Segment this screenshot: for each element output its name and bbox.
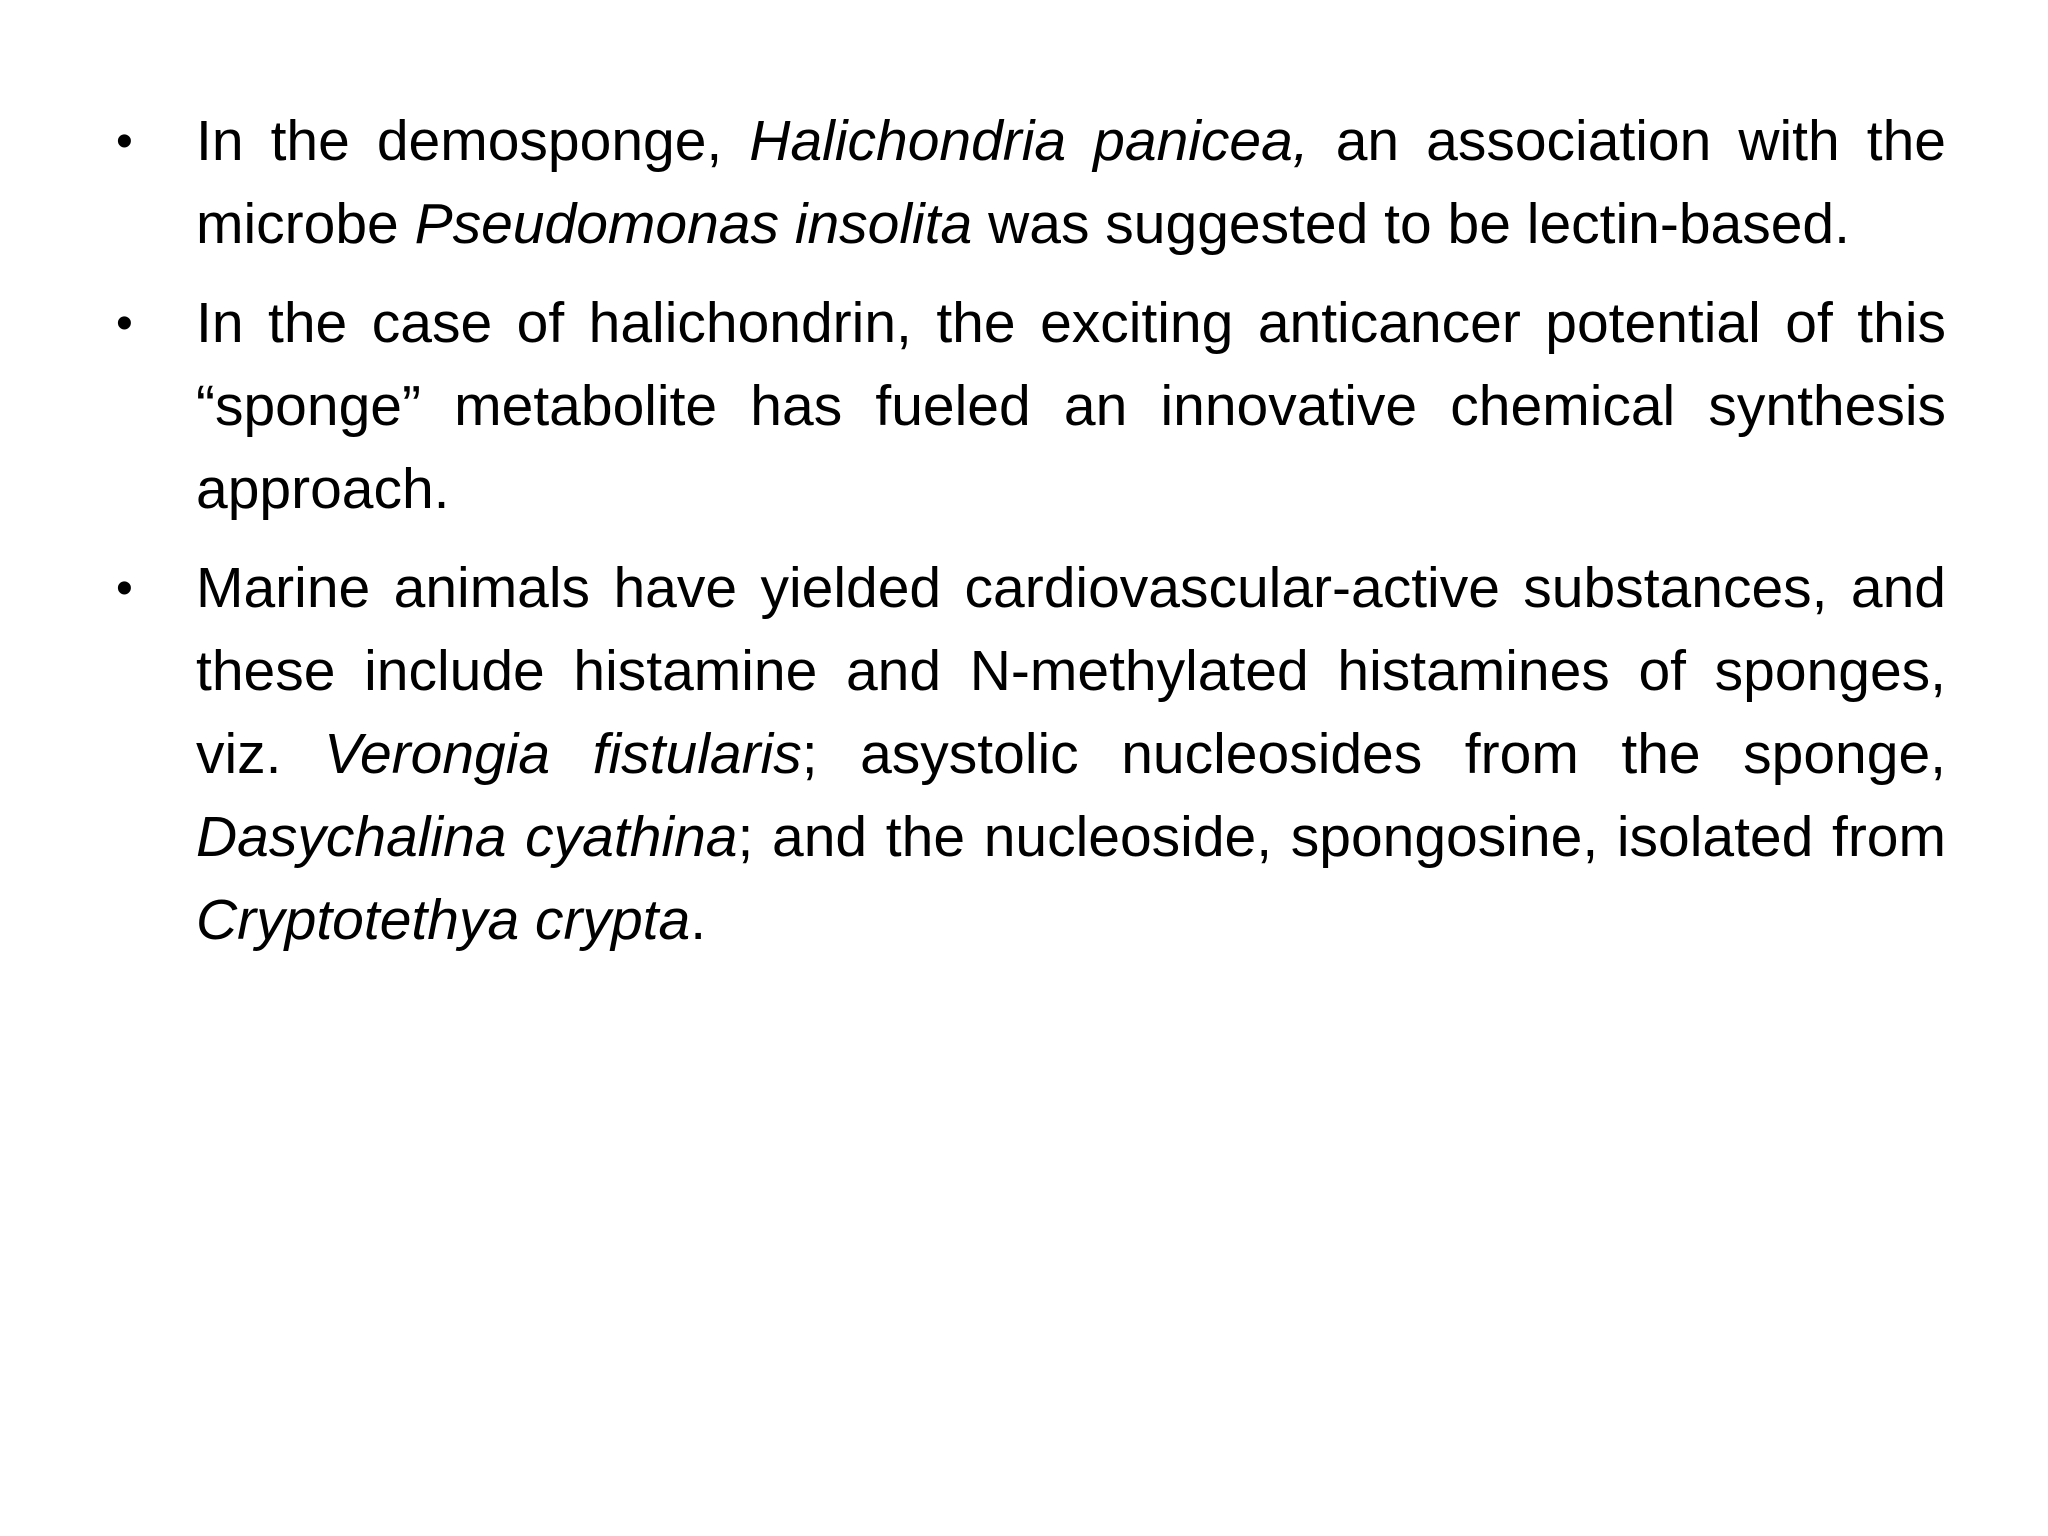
species-name: Halichondria panicea, [749,109,1309,173]
species-name: Cryptotethya crypta [196,888,691,952]
bullet-list [108,100,1946,978]
bullet-item [108,282,1946,531]
bullet-icon: • [116,297,133,350]
text-run: ; and the nucleoside, spongosine, isolated from [737,805,1946,869]
species-name: Pseudomonas insolita [414,192,973,256]
bullet-text [196,109,1946,256]
text-run: ; asystolic nucleosides from the sponge, [801,722,1946,786]
text-run: . [690,888,707,952]
species-name: Verongia fistularis [324,722,802,786]
bullet-icon: • [116,115,133,168]
bullet-text [196,556,1946,952]
text-run: Marine animals have yielded cardiovascular-active substances, and these include histamine and N-methylated histamines of sponges, viz. [196,556,1946,786]
text-run: an association with the microbe [196,109,1946,256]
text-run: In the case of halichondrin, the exciting anticancer potential of this “sponge” metabolite has fueled an innovative chemical synthesis approach. [196,291,1946,521]
bullet-text [196,291,1946,521]
bullet-item [108,547,1946,962]
bullet-item [108,100,1946,266]
bullet-icon: • [116,562,133,615]
text-run: In the demosponge, [196,109,750,173]
species-name: Dasychalina cyathina [196,805,738,869]
text-run: was suggested to be lectin-based. [972,192,1850,256]
